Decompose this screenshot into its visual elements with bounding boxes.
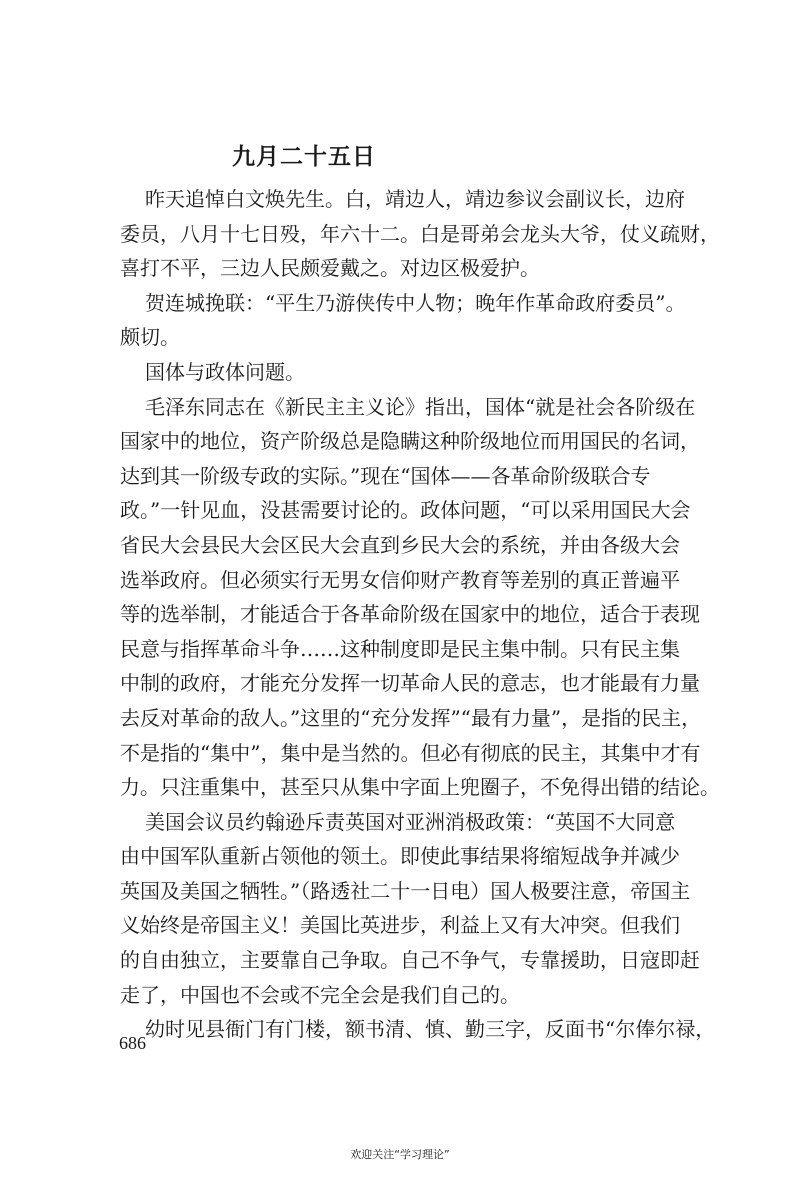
text-line: 达到其一阶级专政的实际。”现在“国体——各革命阶级联合专 xyxy=(120,463,651,488)
text-line: 走了，中国也不会或不完全会是我们自己的。 xyxy=(120,982,520,1007)
text-line: 毛泽东同志在《新民主主义论》指出，国体“就是社会各阶级在 xyxy=(145,394,696,419)
text-line: 贺连城挽联：“平生乃游侠传中人物；晚年作革命政府委员”。 xyxy=(145,290,686,315)
text-line: 美国会议员约翰逊斥责英国对亚洲消极政策：“英国不大同意 xyxy=(145,809,676,834)
text-line: 省民大会县民大会区民大会直到乡民大会的系统，并由各级大会 xyxy=(120,532,680,557)
text-line: 由中国军队重新占领他的领土。即使此事结果将缩短战争并减少 xyxy=(120,844,680,869)
text-line: 英国及美国之牺牲。”（路透社二十一日电）国人极要注意，帝国主 xyxy=(120,878,691,903)
text-line: 中制的政府，才能充分发挥一切革命人民的意志，也才能最有力量 xyxy=(120,671,700,696)
text-line: 颇切。 xyxy=(120,325,180,350)
text-line: 国体与政体问题。 xyxy=(145,359,305,384)
text-line: 不是指的“集中”，集中是当然的。但必有彻底的民主，其集中才有 xyxy=(120,740,701,765)
footer-note: 欢迎关注“学习理论” xyxy=(350,1148,450,1161)
page-number: 686 xyxy=(119,1033,146,1053)
text-line: 昨天追悼白文焕先生。白，靖边人，靖边参议会副议长，边府 xyxy=(145,187,685,211)
text-line: 喜打不平，三边人民颇爱戴之。对边区极爱护。 xyxy=(120,256,540,281)
text-line: 力。只注重集中，甚至只从集中字面上兜圈子，不免得出错的结论。 xyxy=(120,775,720,800)
text-line: 的自由独立，主要靠自己争取。自己不争气，专靠援助，日寇即赶 xyxy=(120,948,700,973)
text-line: 委员，八月十七日殁，年六十二。白是哥弟会龙头大爷，仗义疏财， xyxy=(120,221,720,246)
text-line: 义始终是帝国主义！美国比英进步，利益上又有大冲突。但我们 xyxy=(120,913,680,938)
text-line: 等的选举制，才能适合于各革命阶级在国家中的地位，适合于表现 xyxy=(120,602,700,627)
text-line: 幼时见县衙门有门楼，额书清、慎、勤三字，反面书“尔俸尔禄， xyxy=(145,1017,716,1042)
text-line: 国家中的地位，资产阶级总是隐瞒这种阶级地位而用国民的名词， xyxy=(120,429,700,454)
text-line: 去反对革命的敌人。”这里的“充分发挥”“最有力量”，是指的民主， xyxy=(120,705,702,730)
text-line: 选举政府。但必须实行无男女信仰财产教育等差别的真正普遍平 xyxy=(120,567,680,592)
text-line: 民意与指挥革命斗争……这种制度即是民主集中制。只有民主集 xyxy=(120,636,680,661)
text-line: 政。”一针见血，没甚需要讨论的。政体问题，“可以采用国民大会 xyxy=(120,498,691,523)
body-text xyxy=(120,182,720,1047)
diary-date-heading: 九月二十五日 xyxy=(232,143,376,170)
